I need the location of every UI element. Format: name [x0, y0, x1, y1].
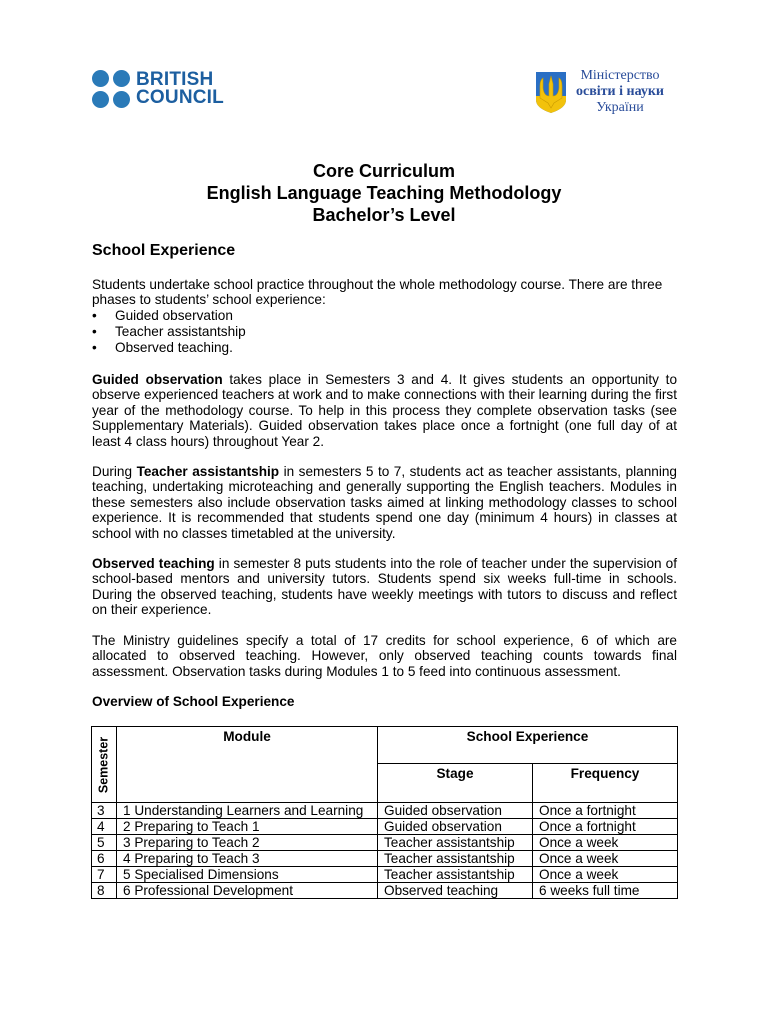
module-header: Module	[117, 727, 378, 803]
ministry-logo-line1: Міністерство	[580, 68, 660, 83]
module-cell: 1 Understanding Learners and Learning	[117, 803, 378, 819]
semester-cell: 5	[92, 835, 117, 851]
table-row	[92, 867, 678, 883]
module-cell: 4 Preparing to Teach 3	[117, 851, 378, 867]
stage-cell: Teacher assistantship	[378, 835, 533, 851]
guided-observation-text: takes place in Semesters 3 and 4. It gives students an opportunity to observe experienced teachers at work and to make connections with their learning during the first year of the methodology course. To help in this process they complete observation tasks (see Supplementary Materials). Guided observation takes place once a fortnight (one full day of at least 4 class hours) throughout Year 2.	[92, 372, 677, 449]
title-line-2: English Language Teaching Methodology	[206, 183, 562, 203]
list-item: • Guided observation	[92, 308, 246, 324]
bc-logo-line2: COUNCIL	[136, 87, 224, 108]
ministry-logo	[534, 68, 664, 116]
british-council-logo	[92, 70, 224, 108]
title-line-3: Bachelor’s Level	[312, 205, 456, 225]
school-experience-header: School Experience	[378, 727, 678, 764]
semester-cell: 8	[92, 883, 117, 899]
observed-teaching-term: Observed teaching	[92, 556, 215, 571]
frequency-cell: 6 weeks full time	[533, 883, 678, 899]
ministry-logo-line3: України	[596, 100, 644, 115]
semester-cell: 3	[92, 803, 117, 819]
frequency-cell: Once a week	[533, 835, 678, 851]
semester-cell: 4	[92, 819, 117, 835]
frequency-cell: Once a week	[533, 851, 678, 867]
table-row	[92, 851, 678, 867]
guided-observation-paragraph	[92, 372, 677, 449]
list-item: • Observed teaching.	[92, 340, 246, 356]
frequency-cell: Once a fortnight	[533, 819, 678, 835]
module-cell: 2 Preparing to Teach 1	[117, 819, 378, 835]
list-item: • Teacher assistantship	[92, 324, 246, 340]
frequency-header: Frequency	[533, 764, 678, 803]
semester-cell: 6	[92, 851, 117, 867]
stage-cell: Observed teaching	[378, 883, 533, 899]
overview-heading: Overview of School Experience	[92, 694, 295, 709]
module-cell: 5 Specialised Dimensions	[117, 867, 378, 883]
teacher-assistantship-term: Teacher assistantship	[136, 464, 280, 479]
ministry-logo-line2: освіти і науки	[576, 84, 664, 99]
school-experience-table	[91, 726, 678, 899]
module-cell: 3 Preparing to Teach 2	[117, 835, 378, 851]
stage-cell: Teacher assistantship	[378, 851, 533, 867]
module-cell: 6 Professional Development	[117, 883, 378, 899]
teacher-assistantship-prefix: During	[92, 464, 137, 479]
table-row	[92, 803, 678, 819]
stage-cell: Teacher assistantship	[378, 867, 533, 883]
title-line-1: Core Curriculum	[312, 161, 456, 181]
ukraine-trident-icon	[534, 70, 568, 114]
frequency-cell: Once a week	[533, 867, 678, 883]
stage-header: Stage	[378, 764, 533, 803]
ministry-guidelines-paragraph: The Ministry guidelines specify a total of 17 credits for school experience, 6 of which are allocated to observed teaching. However, only observed teaching counts towards final assessment. Observation tasks during Modules 1 to 5 feed into continuous assessment.	[92, 633, 677, 679]
observed-teaching-text: in semester 8 puts students into the role of teacher under the supervision of school-based mentors and university tutors. Students spend six weeks full-time in schools. During the observed teaching, students have weekly meetings with tutors to discuss and reflect on their experience.	[92, 556, 677, 618]
phase-list	[92, 308, 246, 356]
table-row	[92, 819, 678, 835]
table-header-row	[92, 727, 678, 764]
table-row	[92, 883, 678, 899]
document-title	[0, 160, 768, 226]
bc-logo-line1: BRITISH	[136, 69, 214, 90]
section-heading: School Experience	[92, 242, 236, 259]
teacher-assistantship-paragraph	[92, 464, 677, 541]
stage-cell: Guided observation	[378, 803, 533, 819]
stage-cell: Guided observation	[378, 819, 533, 835]
teacher-assistantship-text: in semesters 5 to 7, students act as teacher assistants, planning teaching, undertaking microteaching and generally supporting the English teachers. Modules in these semesters also include observation tasks aimed at linking methodology classes to school experience. It is recommended that students spend one day (minimum 4 hours) in classes at school with no classes timetabled at the university.	[92, 464, 677, 541]
guided-observation-term: Guided observation	[92, 372, 223, 387]
semester-header: Semester	[92, 727, 117, 803]
table-row	[92, 835, 678, 851]
british-council-dots-icon	[92, 70, 130, 108]
semester-cell: 7	[92, 867, 117, 883]
observed-teaching-paragraph	[92, 556, 677, 618]
frequency-cell: Once a fortnight	[533, 803, 678, 819]
intro-paragraph: Students undertake school practice throughout the whole methodology course. There are three phases to students’ school experience:	[92, 277, 663, 308]
